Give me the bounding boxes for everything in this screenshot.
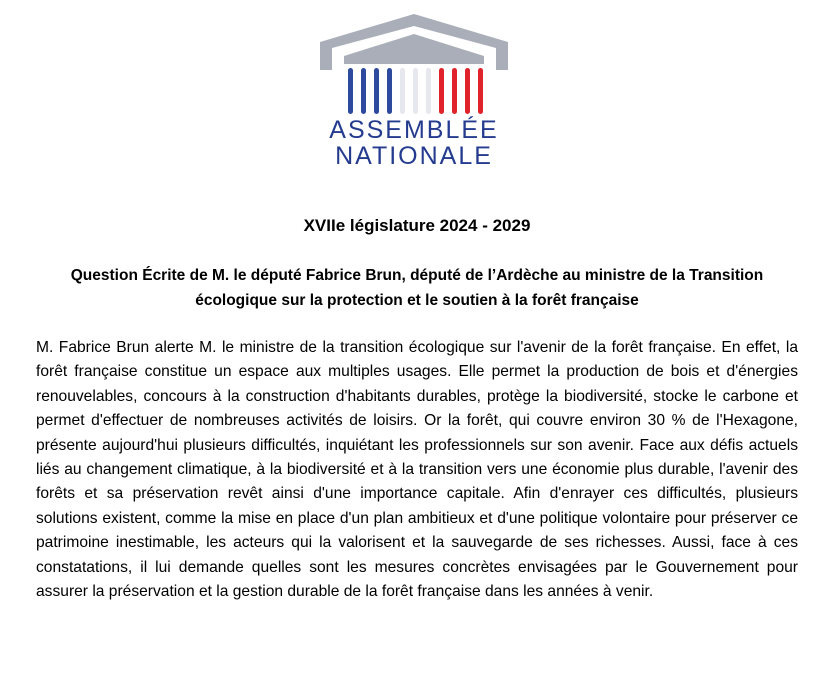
assemblee-nationale-logo [320, 12, 508, 172]
logo-text-line2: NATIONALE [335, 142, 493, 170]
question-title: Question Écrite de M. le député Fabrice Brun, député de l’Ardèche au ministre de la Transition écologique sur la protection et le soutien à la forêt française [70, 267, 764, 309]
legislature-heading: XVIIe législature 2024 - 2029 [303, 216, 531, 235]
assemblee-building-icon [320, 12, 508, 172]
logo-text-line1: ASSEMBLÉE [329, 116, 499, 144]
question-body: M. Fabrice Brun alerte M. le ministre de la transition écologique sur l'avenir de la forêt française. En effet, la forêt française constitue un espace aux multiples usages. Elle permet la production de bois et d'énergies renouvelables, concours à la construction d'habitants durables, protège la biodiversité, stocke le carbone et permet d'effectuer de nombreuses activités de loisirs. Or la forêt, qui couvre environ 30 % de l'Hexagone, présente aujourd'hui plusieurs difficultés, inquiétant les professionnels sur son avenir. Face aux défis actuels liés au changement climatique, à la biodiversité et à la transition vers une économie plus durable, l'avenir des forêts et sa préservation revêt ainsi d'une importance capitale. Afin d'enrayer ces difficultés, plusieurs solutions existent, comme la mise en place d'un plan ambitieux et d'une politique volontaire pour préserver ce patrimoine inestimable, les acteurs qui la valorisent et la sauvegarde de ses richesses. Aussi, face à ces constatations, il lui demande quelles sont les mesures concrètes envisagées par le Gouvernement pour assurer la préservation et la gestion durable de la forêt française dans les années à venir. [36, 339, 798, 601]
